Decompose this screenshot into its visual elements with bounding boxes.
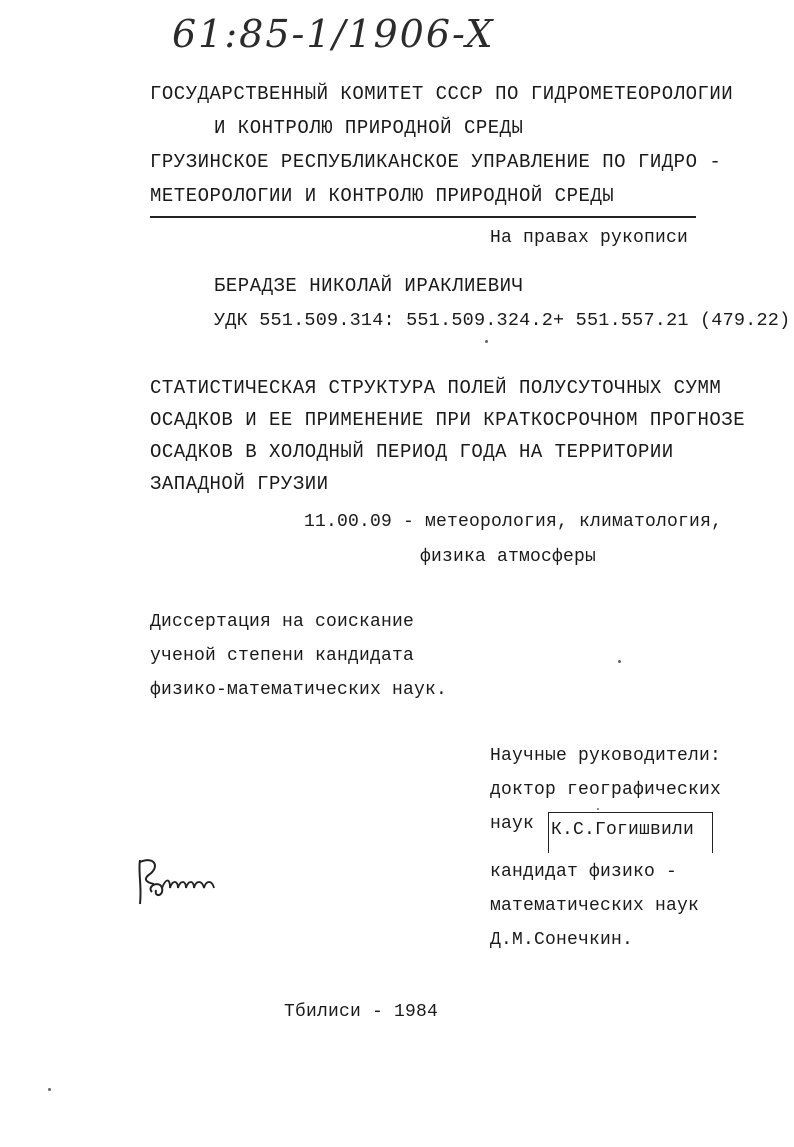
handwritten-signature xyxy=(132,852,242,912)
scan-speck xyxy=(48,1088,51,1091)
scan-speck xyxy=(597,808,599,810)
udk-code: УДК 551.509.314: 551.509.324.2+ 551.557.21 (479.22) xyxy=(214,310,791,331)
specialty-line-1: 11.00.09 - метеорология, климатология, xyxy=(304,512,723,532)
specialty-line-2: физика атмосферы xyxy=(420,547,597,567)
supervisor-1-line-1: доктор географических xyxy=(490,780,722,800)
archive-mark: 61:85-1/1906-X xyxy=(172,12,495,56)
degree-line-2: ученой степени кандидата xyxy=(150,646,415,666)
title-line-4: ЗАПАДНОЙ ГРУЗИИ xyxy=(150,473,329,495)
title-line-3: ОСАДКОВ В ХОЛОДНЫЙ ПЕРИОД ГОДА НА ТЕРРИТОРИИ xyxy=(150,441,674,463)
title-line-2: ОСАДКОВ И ЕЕ ПРИМЕНЕНИЕ ПРИ КРАТКОСРОЧНОМ ПРОГНОЗЕ xyxy=(150,409,746,431)
header-line-1: ГОСУДАРСТВЕННЫЙ КОМИТЕТ СССР ПО ГИДРОМЕТЕОРОЛОГИИ xyxy=(150,83,734,105)
header-line-3: ГРУЗИНСКОЕ РЕСПУБЛИКАНСКОЕ УПРАВЛЕНИЕ ПО ГИДРО - xyxy=(150,151,722,173)
title-line-1: СТАТИСТИЧЕСКАЯ СТРУКТУРА ПОЛЕЙ ПОЛУСУТОЧНЫХ СУММ xyxy=(150,377,722,399)
supervisor-2-name: Д.М.Сонечкин. xyxy=(490,930,634,950)
header-line-2: И КОНТРОЛЮ ПРИРОДНОЙ СРЕДЫ xyxy=(214,117,524,139)
scan-speck xyxy=(485,340,488,343)
supervisor-2-line-2: математических наук xyxy=(490,896,700,916)
supervisors-heading: Научные руководители: xyxy=(490,746,722,766)
header-divider xyxy=(150,216,696,218)
supervisor-1-line-2-prefix: наук xyxy=(490,814,535,834)
author-name: БЕРАДЗЕ НИКОЛАЙ ИРАКЛИЕВИЧ xyxy=(214,275,524,297)
place-and-year: Тбилиси - 1984 xyxy=(284,1002,439,1022)
scan-speck xyxy=(618,660,621,663)
supervisor-1-name: К.С.Гогишвили xyxy=(551,820,695,840)
degree-line-1: Диссертация на соискание xyxy=(150,612,415,632)
supervisor-2-line-1: кандидат физико - xyxy=(490,862,678,882)
degree-line-3: физико-математических наук. xyxy=(150,680,448,700)
manuscript-note: На правах рукописи xyxy=(490,228,689,248)
header-line-4: МЕТЕОРОЛОГИИ И КОНТРОЛЮ ПРИРОДНОЙ СРЕДЫ xyxy=(150,185,615,207)
